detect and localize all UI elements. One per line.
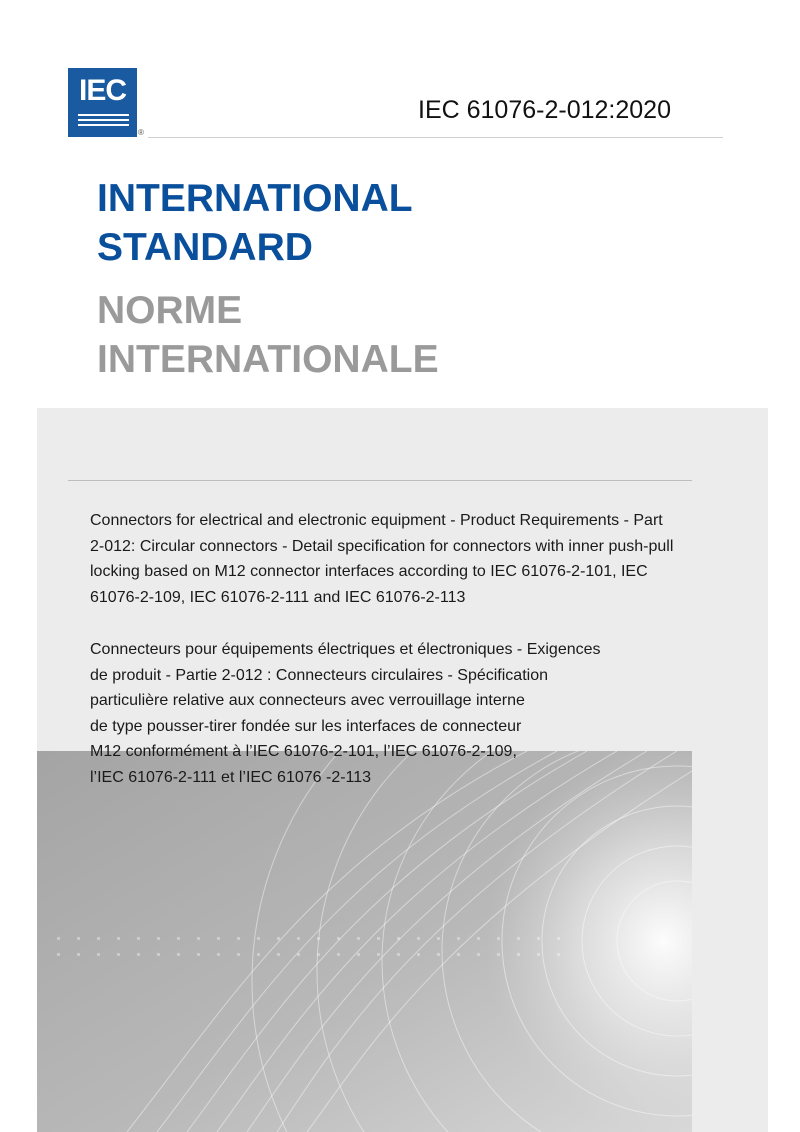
- panel-divider: [68, 480, 692, 481]
- title-en-line1: INTERNATIONAL: [97, 177, 413, 220]
- logo-text: IEC: [78, 74, 126, 107]
- iec-logo: [68, 68, 137, 137]
- title-english: [97, 174, 413, 272]
- header-divider: [148, 137, 723, 138]
- desc-fr-line: l’IEC 61076-2-111 et l’IEC 61076 -2-113: [90, 768, 372, 786]
- registered-mark: ®: [138, 128, 144, 137]
- document-id: IEC 61076-2-012:2020: [418, 96, 671, 124]
- logo-stripe: [78, 114, 129, 116]
- decorative-artwork: [37, 751, 692, 1132]
- desc-fr-line: de type pousser-tirer fondée sur les interfaces de connecteur: [90, 717, 522, 735]
- desc-fr-line: de produit - Partie 2-012 : Connecteurs circulaires - Spécification: [90, 666, 548, 684]
- logo-stripe: [78, 119, 129, 121]
- title-description-french: [90, 637, 650, 790]
- title-description-english: Connectors for electrical and electronic equipment - Product Requirements - Part 2-012: Circular connectors - Detail specification for connectors with inner push-pull locking based on M12 connector interfaces according to IEC 61076-2-101, IEC 61076-2-109, IEC 61076-2-111 and IEC 61076-2-113: [90, 512, 674, 606]
- desc-fr-line: Connecteurs pour équipements électriques et électroniques - Exigences: [90, 641, 601, 658]
- desc-fr-line: particulière relative aux connecteurs avec verrouillage interne: [90, 692, 525, 709]
- desc-fr-line: M12 conformément à l’IEC 61076-2-101, l’IEC 61076-2-109,: [90, 743, 517, 760]
- title-fr-line2: INTERNATIONALE: [97, 338, 439, 381]
- title-fr-line1: NORME: [97, 289, 243, 332]
- logo-stripe: [78, 124, 129, 126]
- title-french: [97, 286, 439, 384]
- title-en-line2: STANDARD: [97, 226, 313, 269]
